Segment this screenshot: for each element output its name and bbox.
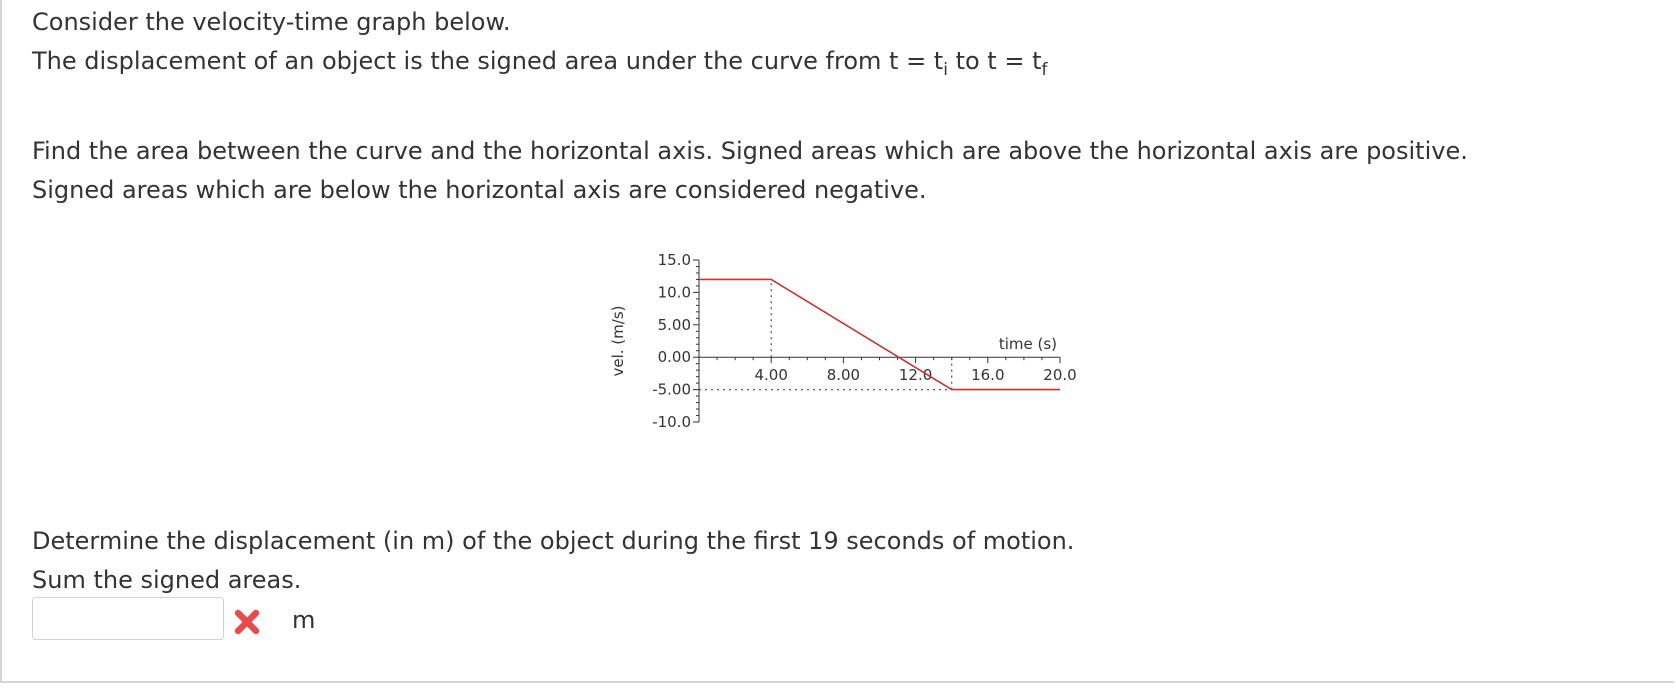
x-tick-label: 4.00	[754, 366, 788, 385]
instruction-line-2: Signed areas which are below the horizontal axis are considered negative.	[32, 176, 927, 204]
intro-line-2-mid: to t = t	[947, 47, 1042, 75]
x-axis-label: time (s)	[998, 335, 1057, 354]
question-line-2: Sum the signed areas.	[32, 566, 302, 594]
incorrect-x-icon	[233, 608, 261, 636]
y-axis-label: vel. (m/s)	[609, 305, 627, 377]
x-tick-label: 8.00	[826, 366, 861, 385]
subscript-f: f	[1041, 60, 1048, 80]
intro-line-1: Consider the velocity-time graph below.	[32, 8, 511, 36]
velocity-time-chart	[2, 0, 1676, 460]
y-tick-label: 15.0	[657, 251, 691, 269]
y-tick-label: -5.00	[652, 380, 691, 399]
displacement-answer-input[interactable]	[32, 597, 224, 640]
answer-unit: m	[292, 606, 316, 634]
x-tick-label: 20.0	[1043, 366, 1077, 385]
subscript-i: i	[943, 60, 948, 80]
instruction-line-1: Find the area between the curve and the horizontal axis. Signed areas which are above the horizontal axis are positive.	[32, 137, 1468, 165]
y-tick-label: -10.0	[652, 413, 691, 431]
y-tick-label: 10.0	[657, 283, 691, 302]
x-tick-label: 16.0	[971, 366, 1005, 385]
y-tick-label: 5.00	[657, 315, 691, 334]
x-tick-label: 12.0	[898, 366, 933, 385]
intro-line-2-prefix: The displacement of an object is the signed area under the curve from t = t	[32, 47, 944, 75]
question-line-1: Determine the displacement (in m) of the object during the first 19 seconds of motion.	[32, 527, 1075, 555]
y-tick-label: 0.00	[657, 348, 691, 367]
